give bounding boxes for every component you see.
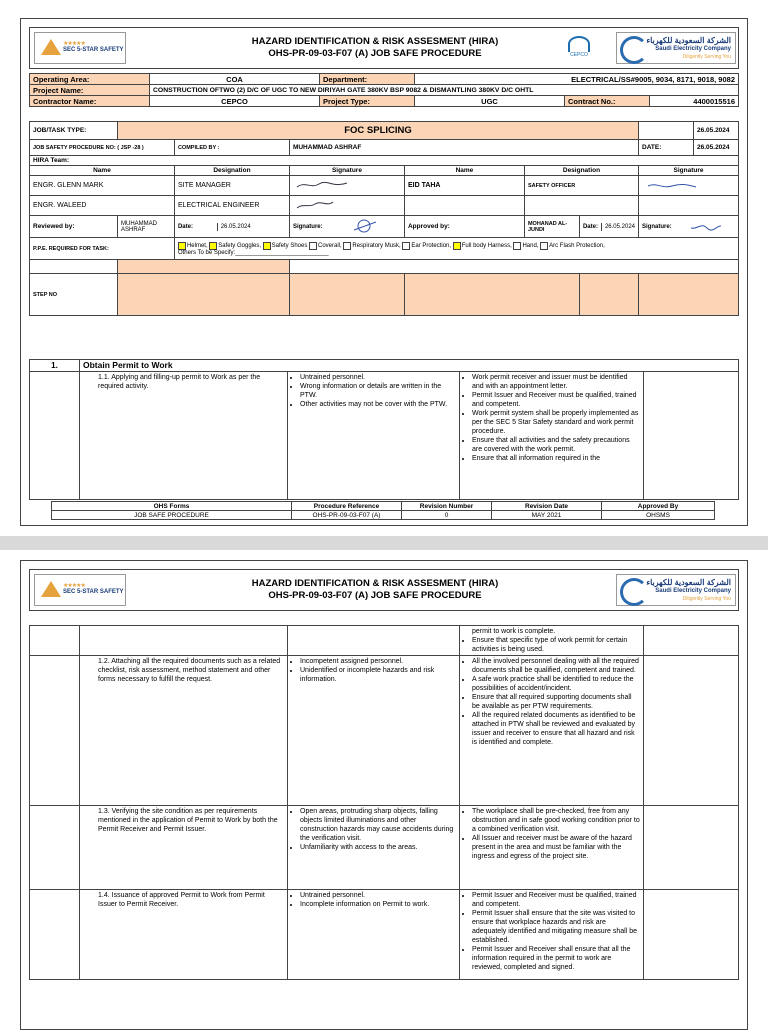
list-item: • Open areas, protruding sharp objects, falling objects limited illuminations and other construction hazards may cause accidents during the verification visit. bbox=[300, 807, 456, 843]
cepco-mark-icon bbox=[568, 36, 590, 52]
project-name-value: CONSTRUCTION OFTWO (2) D/C OF UGC TO NEW DIRIYAH GATE 380KV BSP 9082 & DISMANTLING 380KV D/C OHTL bbox=[150, 85, 739, 96]
hazard-list-cell bbox=[288, 806, 460, 890]
job-date-spacer bbox=[639, 122, 694, 140]
triangle-icon bbox=[41, 39, 61, 55]
empty-cell bbox=[30, 890, 80, 980]
ppe-others: Others To be Specify:____________________________ bbox=[177, 249, 329, 256]
approve-signature-label: Signature: bbox=[642, 223, 672, 230]
hazard-list-cell bbox=[288, 372, 460, 500]
footer-approved-value: OHSMS bbox=[602, 511, 715, 520]
control-list bbox=[463, 636, 640, 654]
compiled-by-value: MUHAMMAD ASHRAF bbox=[289, 140, 638, 156]
compiled-by-label: COMPILED BY : bbox=[174, 140, 289, 156]
header-cell-step bbox=[118, 274, 290, 316]
ppe-checkbox-label: Arc Flash Protection, bbox=[549, 243, 605, 250]
company-tagline: Diligently Serving You bbox=[682, 54, 731, 60]
job-details-table bbox=[29, 121, 739, 316]
reviewed-by-label: Reviewed by: bbox=[30, 216, 118, 238]
section-title: Obtain Permit to Work bbox=[80, 360, 739, 372]
ppe-checkbox[interactable] bbox=[453, 242, 461, 250]
company-name-en: Saudi Electricity Company bbox=[655, 46, 731, 52]
operating-area-label: Operating Area: bbox=[30, 74, 150, 85]
department-label: Department: bbox=[320, 74, 415, 85]
list-item: permit to work is complete. bbox=[472, 628, 556, 635]
contractor-value: CEPCO bbox=[150, 96, 320, 107]
empty-cell bbox=[289, 260, 738, 274]
control-list-cell bbox=[460, 890, 644, 980]
hira-team-label: HIRA Team: bbox=[30, 156, 739, 166]
footer-col-forms: OHS Forms bbox=[52, 502, 292, 511]
ppe-checkbox[interactable] bbox=[263, 242, 271, 250]
ppe-checkbox-label: Ear Protection, bbox=[411, 243, 453, 250]
saudi-electricity-logo bbox=[616, 32, 736, 64]
col-name-right: Name bbox=[404, 166, 524, 176]
list-item: • Ensure that all information required in the bbox=[472, 454, 640, 463]
ppe-checkbox[interactable] bbox=[513, 242, 521, 250]
step-description: 1.2. Attaching all the required documents such as a related checklist, risk assessment, method statement and other forms necessary to fulfill the request. bbox=[80, 656, 288, 806]
company-name-ar: الشركة السعودية للكهرباء bbox=[646, 578, 731, 587]
hazard-list bbox=[291, 657, 456, 684]
footer-col-approved: Approved By bbox=[602, 502, 715, 511]
col-signature: Signature bbox=[289, 166, 404, 176]
ppe-checkbox-label: Full body Harness, bbox=[461, 243, 514, 250]
date-label: DATE: bbox=[639, 140, 694, 156]
review-signature-cell bbox=[289, 216, 404, 238]
empty-cell bbox=[30, 656, 80, 806]
footer-forms-value: JOB SAFE PROCEDURE bbox=[52, 511, 292, 520]
review-signature-label: Signature: bbox=[292, 223, 323, 230]
ppe-checkbox[interactable] bbox=[540, 242, 548, 250]
list-item: • Permit Issuer and Receiver must be qualified, trained and competent. bbox=[472, 391, 640, 409]
signature-icon bbox=[689, 220, 723, 232]
project-type-label: Project Type: bbox=[320, 96, 415, 107]
section-number: 1. bbox=[30, 360, 80, 372]
document-page-2 bbox=[20, 560, 748, 1030]
list-item: • A safe work practice shall be identified to reduce the possibilities of accident/incident. bbox=[472, 675, 640, 693]
footer-date-value: MAY 2021 bbox=[492, 511, 602, 520]
team-member-designation: ELECTRICAL ENGINEER bbox=[174, 196, 289, 216]
document-title bbox=[210, 578, 540, 602]
sec-5-star-logo bbox=[34, 574, 126, 606]
empty-cell bbox=[80, 626, 288, 656]
empty-cell bbox=[644, 372, 739, 500]
title-line-1: HAZARD IDENTIFICATION & RISK ASSESMENT (HIRA) bbox=[251, 578, 499, 589]
list-item: • The workplace shall be pre-checked, free from any obstruction and in safe good working condition prior to a combined verification visit. bbox=[472, 807, 640, 834]
footer-reference-value: OHS-PR-09-03-F07 (A) bbox=[292, 511, 402, 520]
header-cell-resp bbox=[639, 274, 739, 316]
ppe-list bbox=[174, 238, 738, 260]
footer-col-reference: Procedure Reference bbox=[292, 502, 402, 511]
control-list-cell bbox=[460, 372, 644, 500]
job-task-label: JOB/TASK TYPE: bbox=[30, 122, 118, 140]
project-type-value: UGC bbox=[415, 96, 565, 107]
hazard-list bbox=[291, 807, 456, 852]
control-list bbox=[463, 373, 640, 463]
signature-icon bbox=[642, 179, 702, 191]
header-cell-control bbox=[404, 274, 579, 316]
control-list bbox=[463, 627, 640, 636]
approved-by-value: MOHANAD AL-JUNDI bbox=[524, 216, 579, 238]
saudi-electricity-logo bbox=[616, 574, 736, 606]
review-date-label: Date: bbox=[175, 223, 217, 231]
operating-area-value: COA bbox=[150, 74, 320, 85]
project-info-table bbox=[29, 73, 739, 107]
empty-cell bbox=[30, 626, 80, 656]
swirl-icon bbox=[620, 36, 648, 64]
hazard-list bbox=[291, 891, 456, 909]
control-list-cell bbox=[460, 626, 644, 656]
hazard-list-cell bbox=[288, 656, 460, 806]
team-member-name: ENGR. GLENN MARK bbox=[30, 176, 175, 196]
list-item: • Incompetent assigned personnel. bbox=[300, 657, 456, 666]
header-cell-spacer bbox=[579, 274, 638, 316]
sec-logo-text: SEC 5-STAR SAFETY bbox=[63, 589, 124, 595]
company-name-ar: الشركة السعودية للكهرباء bbox=[646, 36, 731, 45]
empty-cell bbox=[644, 626, 739, 656]
list-item: • Ensure that all required supporting documents shall be available as per PTW requirements. bbox=[472, 693, 640, 711]
cepco-label: CEPCO bbox=[570, 52, 588, 58]
signature-icon bbox=[293, 199, 353, 211]
team-member-name: ENGR. WALEED bbox=[30, 196, 175, 216]
page-header bbox=[29, 569, 739, 611]
team-member-designation: SITE MANAGER bbox=[174, 176, 289, 196]
ppe-checkbox-label: Helmet, bbox=[186, 243, 210, 250]
empty-cell bbox=[404, 196, 524, 216]
approve-date-label: Date: bbox=[580, 223, 602, 231]
review-date-value: 26.05.2024 bbox=[220, 223, 251, 230]
steps-table-page-2 bbox=[29, 625, 739, 980]
list-item: • Work permit system shall be properly implemented as per the SEC 5 Star Safety standard and work permit procedure. bbox=[472, 409, 640, 436]
review-date-cell bbox=[174, 216, 289, 238]
cepco-logo bbox=[564, 34, 594, 64]
control-list bbox=[463, 891, 640, 972]
list-item: • All the involved personnel dealing with all the required documents shall be qualified, competent and trained. bbox=[472, 657, 640, 675]
empty-cell bbox=[30, 806, 80, 890]
page-footer-table bbox=[51, 501, 715, 520]
empty-cell bbox=[644, 806, 739, 890]
team-right-name: EID TAHA bbox=[404, 176, 524, 196]
document-page-1 bbox=[20, 18, 748, 526]
col-signature-right: Signature bbox=[639, 166, 739, 176]
steps-table-page-1 bbox=[29, 359, 739, 500]
reviewed-by-value: MUHAMMAD ASHRAF bbox=[118, 216, 175, 238]
job-task-value: FOC SPLICING bbox=[118, 122, 639, 140]
list-item: • All the required related documents as identified to be attached in PTW shall be reviewed and evaluated by issuer and receiver to ensure that all hazard and risk is identified and complete. bbox=[472, 711, 640, 747]
footer-col-date: Revision Date bbox=[492, 502, 602, 511]
review-signature bbox=[347, 217, 404, 237]
company-tagline: Diligently Serving You bbox=[682, 596, 731, 602]
header-cell-hazard bbox=[289, 274, 404, 316]
list-item: • Ensure that specific type of work permit for certain activities is being used. bbox=[472, 636, 640, 654]
ppe-checkbox[interactable] bbox=[209, 242, 217, 250]
empty-cell bbox=[644, 656, 739, 806]
job-date: 26.05.2024 bbox=[694, 122, 739, 140]
project-name-label: Project Name: bbox=[30, 85, 150, 96]
ppe-label: P.P.E. REQUIRED FOR TASK: bbox=[30, 238, 175, 260]
control-list-cell bbox=[460, 806, 644, 890]
hazard-list bbox=[291, 373, 456, 409]
triangle-icon bbox=[41, 581, 61, 597]
list-item: • Work permit receiver and issuer must be identified and with an appointment letter. bbox=[472, 373, 640, 391]
step-description: 1.1. Applying and filling-up permit to Work as per the required activity. bbox=[80, 372, 288, 500]
team-right-designation: SAFETY OFFICER bbox=[524, 176, 638, 196]
list-item: • Permit Issuer and Receiver shall ensure that all the information required in the permit to work are reviewed, completed and signed. bbox=[472, 945, 640, 972]
hazard-list-cell bbox=[288, 890, 460, 980]
ppe-checkbox[interactable] bbox=[309, 242, 317, 250]
approve-date-value: 26.05.2024 bbox=[604, 223, 635, 230]
team-right-signature bbox=[639, 176, 739, 196]
list-item: • Untrained personnel. bbox=[300, 373, 456, 382]
step-description: 1.3. Verifying the site condition as per requirements mentioned in the application of Permit to Work by both the Permit Receiver and Permit Issuer. bbox=[80, 806, 288, 890]
title-line-1: HAZARD IDENTIFICATION & RISK ASSESMENT (HIRA) bbox=[251, 36, 499, 47]
list-item: • Incomplete information on Permit to work. bbox=[300, 900, 456, 909]
company-name-en: Saudi Electricity Company bbox=[655, 588, 731, 594]
contractor-label: Contractor Name: bbox=[30, 96, 150, 107]
ppe-checkbox-label: Safety Goggles, bbox=[218, 243, 263, 250]
sec-logo-text: SEC 5-STAR SAFETY bbox=[63, 47, 124, 53]
empty-cell bbox=[30, 372, 80, 500]
empty-cell bbox=[524, 196, 638, 216]
step-no-label: STEP NO bbox=[30, 274, 118, 316]
date-value: 26.05.2024 bbox=[694, 140, 739, 156]
ppe-checkbox-label: Hand, bbox=[522, 243, 541, 250]
approved-by-label: Approved by: bbox=[404, 216, 524, 238]
document-title bbox=[210, 36, 540, 60]
empty-cell bbox=[639, 196, 739, 216]
list-item: • Ensure that all activities and the safety precautions are covered with the work permit. bbox=[472, 436, 640, 454]
approve-signature-cell bbox=[639, 216, 739, 238]
list-item: • All Issuer and receiver must be aware of the hazard present in the area and must be familiar with the ingress and egress of the project site. bbox=[472, 834, 640, 861]
empty-cell bbox=[30, 260, 118, 274]
contract-no-value: 4400015516 bbox=[650, 96, 739, 107]
team-member-signature bbox=[289, 176, 404, 196]
step-description: 1.4. Issuance of approved Permit to Work from Permit Issuer to Permit Receiver. bbox=[80, 890, 288, 980]
ppe-checkbox[interactable] bbox=[178, 242, 186, 250]
list-item: • Untrained personnel. bbox=[300, 891, 456, 900]
list-item: • Unfamiliarity with access to the areas. bbox=[300, 843, 456, 852]
list-item: • Permit Issuer and Receiver must be qualified, trained and competent. bbox=[472, 891, 640, 909]
empty-cell bbox=[644, 890, 739, 980]
stamp-signature-icon bbox=[350, 218, 380, 234]
page-gap bbox=[0, 536, 768, 550]
col-name: Name bbox=[30, 166, 175, 176]
col-designation: Designation bbox=[174, 166, 289, 176]
title-line-2: OHS-PR-09-03-F07 (A) JOB SAFE PROCEDURE bbox=[268, 590, 482, 601]
control-list bbox=[463, 807, 640, 861]
contract-no-label: Contract No.: bbox=[565, 96, 650, 107]
ppe-checkbox-label: Safety Shoes bbox=[271, 243, 310, 250]
signature-icon bbox=[293, 179, 353, 191]
title-line-2: OHS-PR-09-03-F07 (A) JOB SAFE PROCEDURE bbox=[268, 48, 482, 59]
orange-cell bbox=[118, 260, 290, 274]
list-item: • Wrong information or details are written in the PTW. bbox=[300, 382, 456, 400]
list-item: • Unidentified or incomplete hazards and risk information. bbox=[300, 666, 456, 684]
control-list-cell bbox=[460, 656, 644, 806]
department-value: ELECTRICAL/SS#9005, 9034, 8171, 9018, 9082 bbox=[415, 74, 739, 85]
col-designation-right: Designation bbox=[524, 166, 638, 176]
team-member-signature bbox=[289, 196, 404, 216]
footer-col-revision: Revision Number bbox=[402, 502, 492, 511]
jsp-number: JOB SAFETY PROCEDURE NO: ( JSP -28 ) bbox=[30, 140, 175, 156]
ppe-checkbox[interactable] bbox=[402, 242, 410, 250]
approve-signature bbox=[686, 219, 738, 235]
ppe-checkbox[interactable] bbox=[343, 242, 351, 250]
sec-5-star-logo bbox=[34, 32, 126, 64]
ppe-items bbox=[178, 243, 605, 249]
control-list bbox=[463, 657, 640, 747]
swirl-icon bbox=[620, 578, 648, 606]
stars-icon: ★★★★★ bbox=[63, 583, 85, 589]
footer-revision-value: 0 bbox=[402, 511, 492, 520]
approve-date-cell bbox=[579, 216, 638, 238]
list-item: • Permit Issuer shall ensure that the site was visited to ensure that workplace hazards and risk are adequately identified and mitigating measure shall be established. bbox=[472, 909, 640, 945]
empty-cell bbox=[288, 626, 460, 656]
list-item: • Other activities may not be cover with the PTW. bbox=[300, 400, 456, 409]
ppe-checkbox-label: Respiratory Musk, bbox=[352, 243, 403, 250]
page-header bbox=[29, 27, 739, 69]
ppe-checkbox-label: Coverall, bbox=[318, 243, 344, 250]
stars-icon: ★★★★★ bbox=[63, 41, 85, 47]
